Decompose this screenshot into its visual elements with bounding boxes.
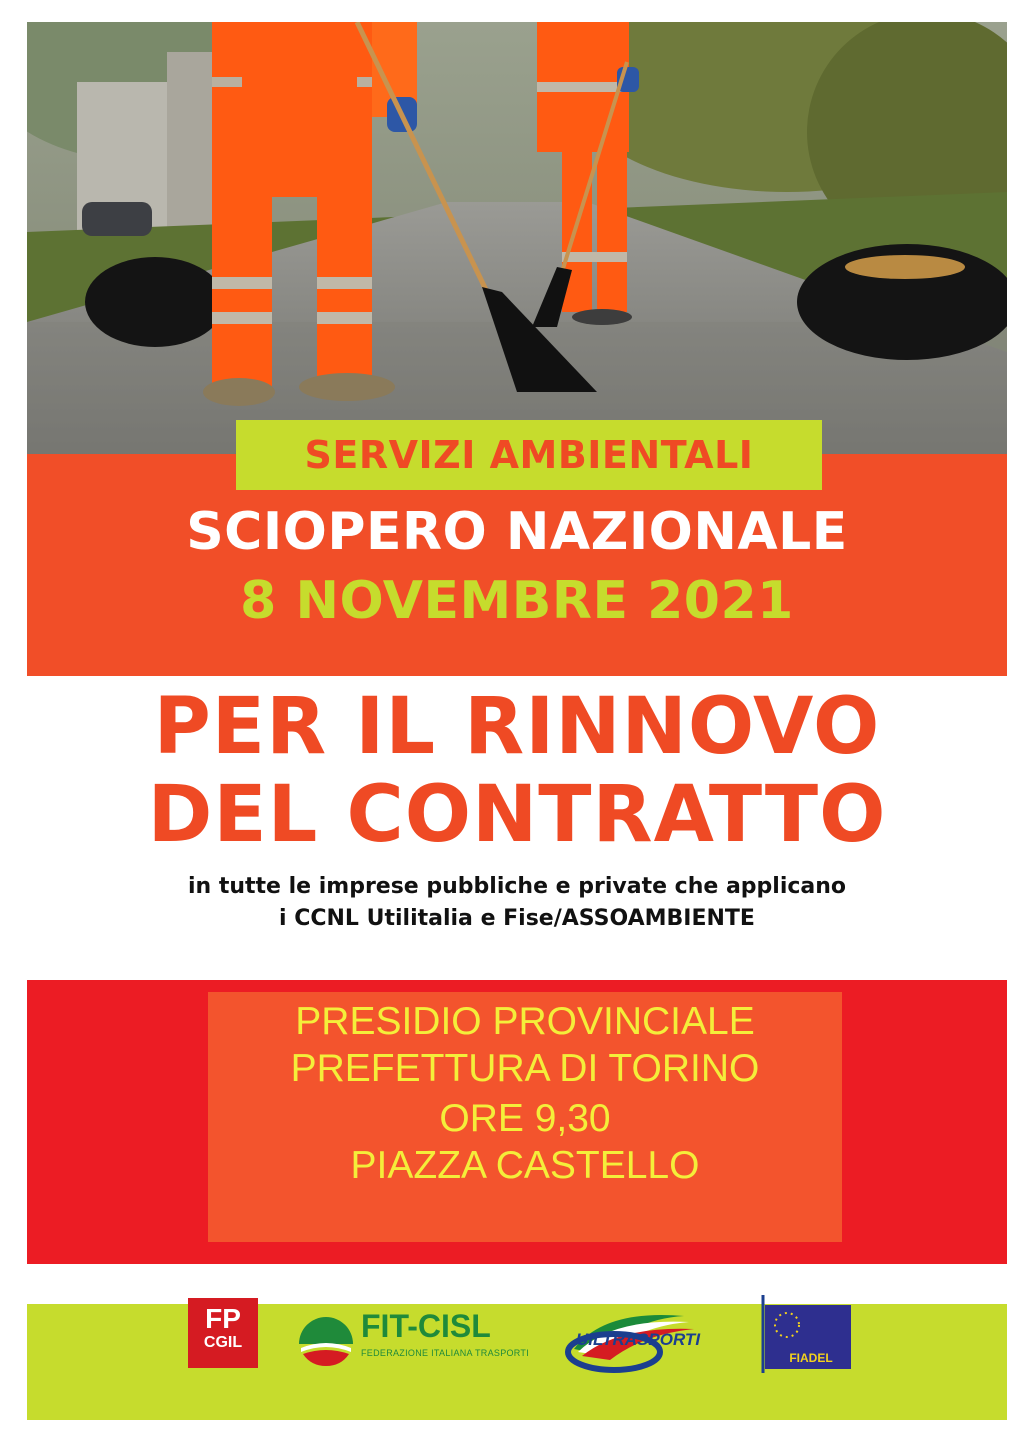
fp-cgil-logo [188,1298,258,1368]
fiadel-name: FIADEL [789,1351,833,1365]
presidio-line: PREFETTURA DI TORINO [290,1047,760,1090]
presidio-line: ORE 9,30 [439,1097,611,1140]
strike-title: SCIOPERO NAZIONALE [186,502,848,562]
fp-cgil-bottom: CGIL [203,1334,243,1351]
fit-cisl-logo [295,1304,535,1374]
fit-cisl-desc: FEDERAZIONE ITALIANA TRASPORTI [361,1348,530,1358]
fp-cgil-top: FP [205,1303,241,1334]
contract-title-line1: PER IL RINNOVO [153,682,881,772]
presidio-line: PRESIDIO PROVINCIALE [295,1000,755,1043]
photo-illustration [27,22,1007,477]
strike-date: 8 NOVEMBRE 2021 [240,571,794,631]
street-cleaners-photo [27,22,1007,477]
uiltrasporti-logo [564,1304,734,1374]
subtitle-line1: in tutte le imprese pubbliche e private che applicano [187,874,847,899]
sector-tag [236,420,822,490]
presidio-line: PIAZZA CASTELLO [350,1144,700,1187]
fit-cisl-emblem-icon [295,1308,357,1370]
garbage-bag-icon [85,257,225,347]
fit-cisl-name: FIT-CISL [361,1308,491,1344]
contract-title-line2: DEL CONTRATTO [147,770,887,860]
uiltrasporti-name: UILTRASPORTI [576,1330,701,1349]
fiadel-logo [759,1295,854,1375]
poster [27,22,1007,1420]
subtitle-line2: i CCNL Utilitalia e Fise/ASSOAMBIENTE [279,906,755,931]
sector-tag-label: SERVIZI AMBIENTALI [304,433,754,477]
